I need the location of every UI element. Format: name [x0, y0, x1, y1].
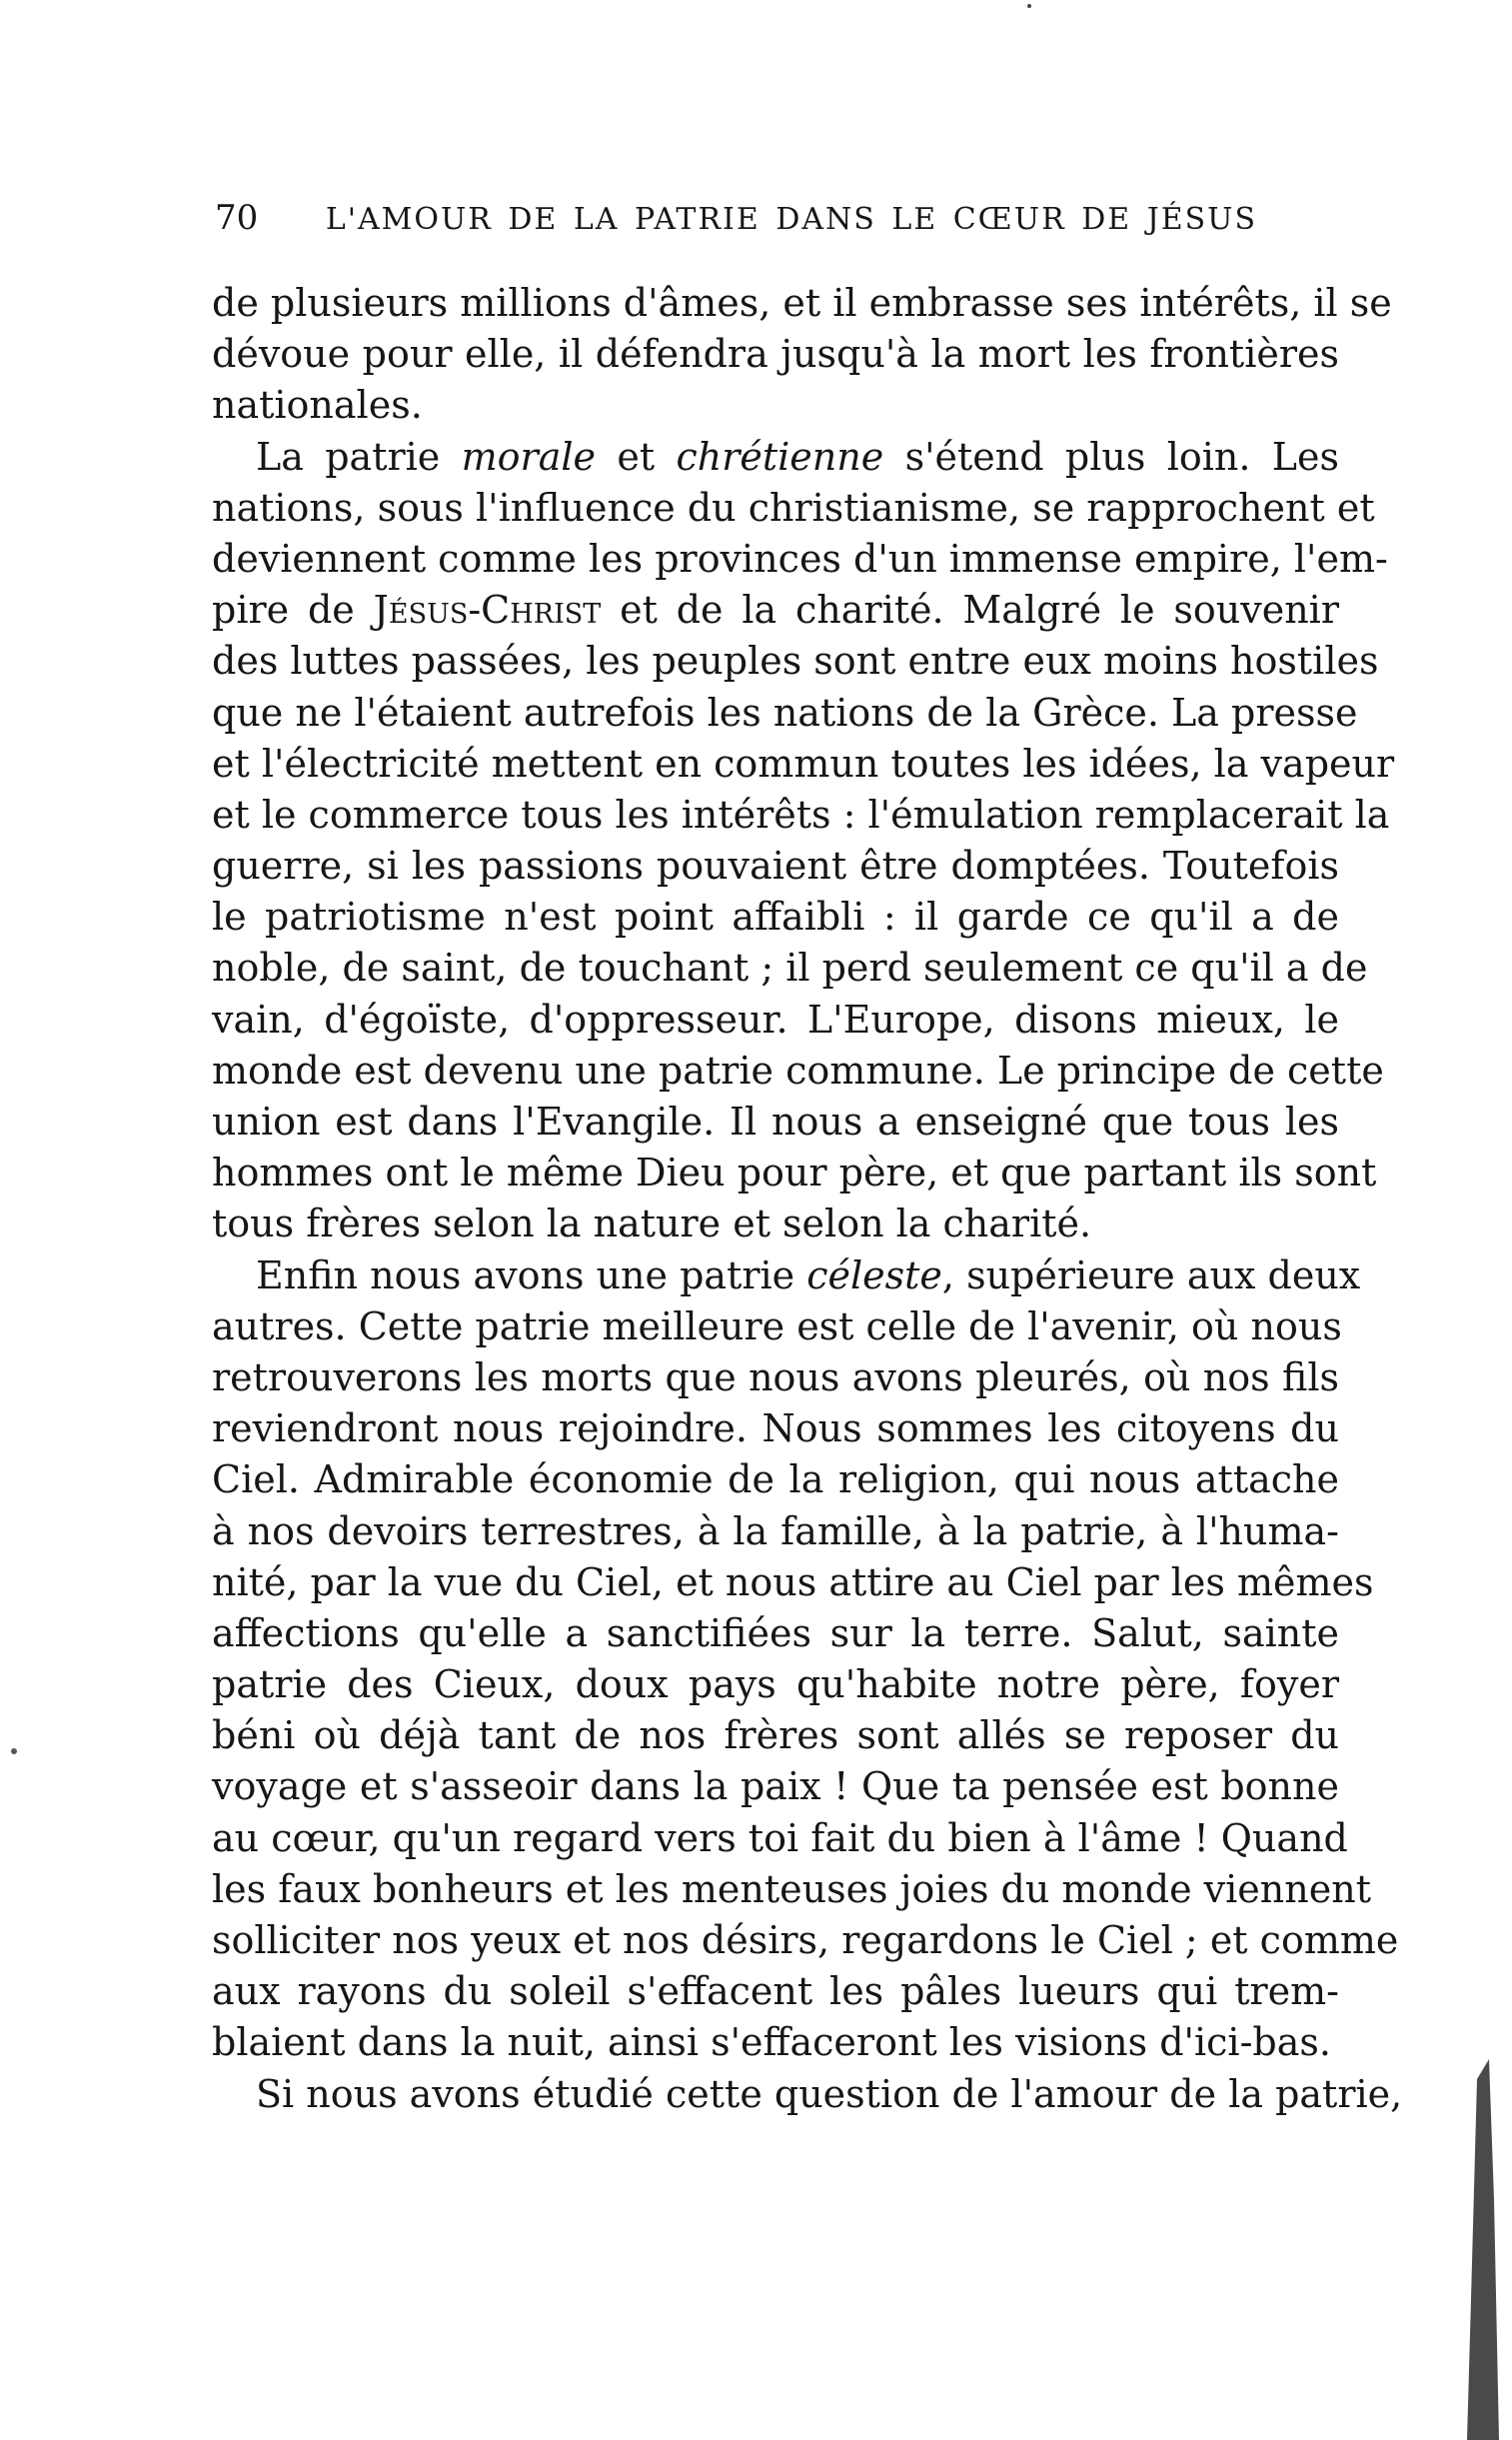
text-line: [212, 636, 1379, 687]
text-line: [212, 2069, 1403, 2120]
text-segment: tous frères selon la nature et selon la charité.: [212, 1202, 1092, 1246]
text-segment: noble, de saint, de touchant ; il perd seulement ce qu'il a de: [212, 946, 1368, 991]
text-segment: autres. Cette patrie meilleure est celle de l'avenir, où nous: [212, 1303, 1342, 1348]
italic-word: morale: [461, 434, 597, 479]
running-title: L'AMOUR DE LA PATRIE DANS LE CŒUR DE JÉSUS: [325, 202, 1258, 237]
text-segment: vain, d'égoïste, d'oppresseur. L'Europe, disons mieux, le: [212, 997, 1339, 1042]
text-line: [212, 1506, 1339, 1557]
text-segment: aux rayons du soleil s'effacent les pâles lueurs qui trem-: [212, 1969, 1339, 2014]
text-segment: union est dans l'Evangile. Il nous a enseigné que tous les: [212, 1100, 1339, 1144]
text-line: [212, 1761, 1339, 1812]
text-segment: voyage et s'asseoir dans la paix ! Que ta pensée est bonne: [212, 1764, 1339, 1809]
text-segment: nations, sous l'influence du christianisme, se rapprochent et: [212, 485, 1375, 530]
text-line: [212, 380, 1339, 431]
text-line: [212, 1454, 1339, 1505]
text-line: [212, 943, 1368, 994]
text-segment: Ciel. Admirable économie de la religion, qui nous attache: [212, 1457, 1339, 1502]
text-line: [212, 1915, 1399, 1966]
text-line: [212, 1148, 1377, 1199]
text-segment: monde est devenu une patrie commune. Le principe de cette: [212, 1048, 1384, 1093]
text-segment: hommes ont le même Dieu pour père, et que partant ils sont: [212, 1151, 1377, 1196]
running-header: [215, 198, 1258, 238]
text-segment: s'étend plus loin. Les: [883, 434, 1340, 479]
text-line: [212, 1199, 1339, 1249]
text-line: [212, 1097, 1339, 1148]
text-segment: des luttes passées, les peuples sont entre eux moins hostiles: [212, 639, 1379, 684]
text-line: [212, 995, 1339, 1046]
text-line: [212, 1813, 1348, 1864]
page-number: 70: [215, 198, 259, 238]
text-line: [212, 1352, 1339, 1403]
text-line: [212, 739, 1395, 790]
text-line: [212, 534, 1388, 585]
text-line: [212, 1710, 1339, 1761]
scan-edge-shadow: [1467, 2059, 1499, 2440]
text-segment: et de la charité. Malgré le souvenir: [601, 588, 1339, 633]
text-segment: affections qu'elle a sanctifiées sur la terre. Salut, sainte: [212, 1610, 1339, 1655]
text-line: [212, 1608, 1339, 1659]
text-segment: La patrie: [256, 434, 462, 479]
text-segment: blaient dans la nuit, ainsi s'effaceront les visions d'ici-bas.: [212, 2020, 1331, 2065]
text-segment: au cœur, qu'un regard vers toi fait du bien à l'âme ! Quand: [212, 1815, 1348, 1860]
text-segment: à nos devoirs terrestres, à la famille, à la patrie, à l'huma-: [212, 1508, 1339, 1553]
text-line: [212, 1659, 1339, 1710]
text-line: [212, 585, 1339, 636]
text-segment: béni où déjà tant de nos frères sont allés se reposer du: [212, 1713, 1339, 1758]
text-line: [212, 329, 1339, 380]
italic-word: chrétienne: [676, 434, 884, 479]
text-segment: pire de: [212, 588, 374, 633]
text-segment: Enfin nous avons une patrie: [256, 1252, 807, 1297]
text-segment: les faux bonheurs et les menteuses joies du monde viennent: [212, 1866, 1371, 1911]
text-segment: et le commerce tous les intérêts : l'émulation remplacerait la: [212, 792, 1390, 837]
text-line: [212, 1557, 1374, 1608]
text-line: [212, 688, 1358, 739]
text-segment: retrouverons les morts que nous avons pleurés, où nos fils: [212, 1354, 1339, 1399]
text-line: [212, 1250, 1361, 1301]
text-segment: nationales.: [212, 383, 423, 428]
text-line: [212, 790, 1390, 841]
italic-word: céleste: [806, 1252, 942, 1297]
text-line: [212, 483, 1375, 534]
body-text: [212, 278, 1403, 2120]
text-line: [212, 1301, 1342, 1352]
text-line: [212, 892, 1339, 943]
text-segment: reviendront nous rejoindre. Nous sommes les citoyens du: [212, 1406, 1339, 1451]
scan-speck: [1027, 4, 1031, 8]
text-line: [212, 1046, 1384, 1097]
text-line: [212, 841, 1339, 892]
text-line: [212, 1403, 1339, 1454]
text-segment: guerre, si les passions pouvaient être domptées. Toutefois: [212, 844, 1339, 889]
text-segment: et: [596, 434, 677, 479]
text-segment: solliciter nos yeux et nos désirs, regardons le Ciel ; et comme: [212, 1918, 1399, 1962]
text-segment: patrie des Cieux, doux pays qu'habite notre père, foyer: [212, 1662, 1339, 1707]
scan-speck: [11, 1748, 17, 1754]
text-segment: le patriotisme n'est point affaibli : il garde ce qu'il a de: [212, 895, 1339, 940]
small-caps-word: Jésus-Christ: [373, 588, 602, 633]
text-line: [212, 278, 1392, 329]
text-segment: nité, par la vue du Ciel, et nous attire au Ciel par les mêmes: [212, 1559, 1374, 1604]
text-segment: et l'électricité mettent en commun toutes les idées, la vapeur: [212, 741, 1395, 786]
text-line: [212, 432, 1339, 483]
text-segment: dévoue pour elle, il défendra jusqu'à la mort les frontières: [212, 332, 1339, 377]
text-line: [212, 2017, 1339, 2068]
text-segment: deviennent comme les provinces d'un immense empire, l'em-: [212, 536, 1388, 581]
text-segment: de plusieurs millions d'âmes, et il embrasse ses intérêts, il se: [212, 281, 1392, 325]
text-line: [212, 1864, 1371, 1915]
text-segment: , supérieure aux deux: [941, 1252, 1361, 1297]
text-line: [212, 1966, 1339, 2017]
text-segment: Si nous avons étudié cette question de l'amour de la patrie,: [256, 2071, 1403, 2116]
text-segment: que ne l'étaient autrefois les nations de la Grèce. La presse: [212, 690, 1358, 735]
